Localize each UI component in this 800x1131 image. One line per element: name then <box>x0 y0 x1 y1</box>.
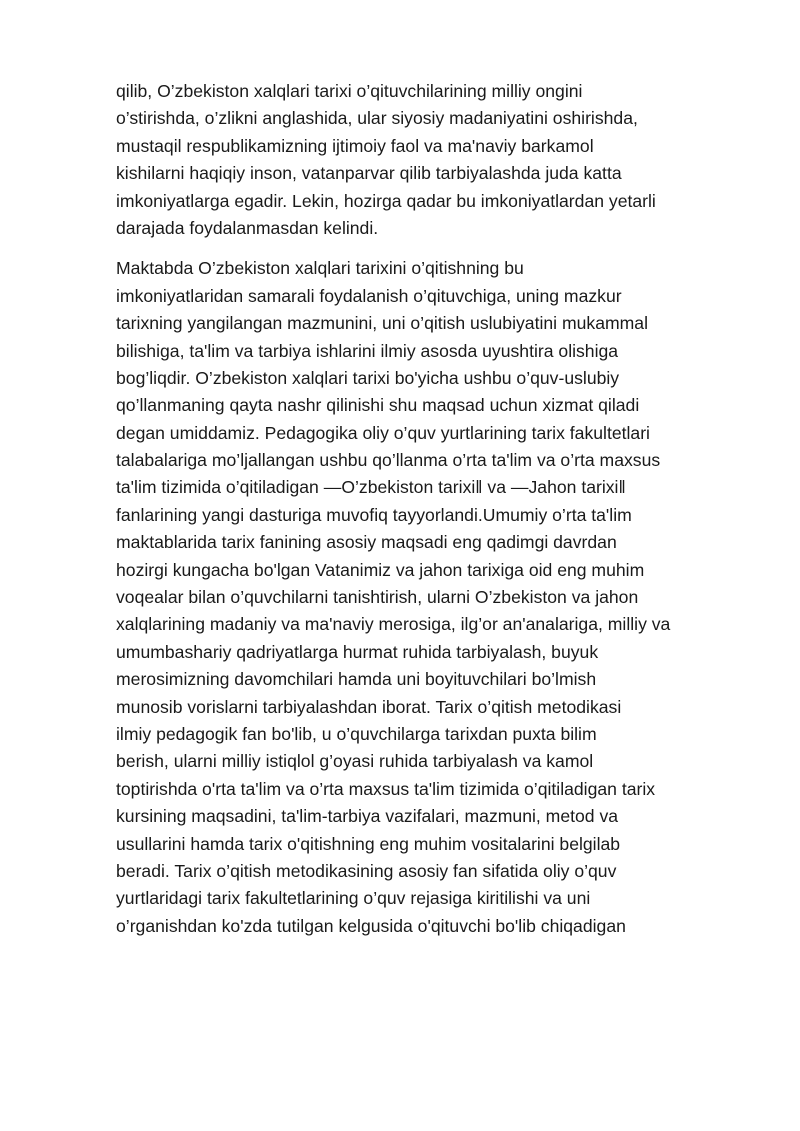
text-line: talabalariga mo’ljallangan ushbu qo’llanma o’rta ta'lim va o’rta maxsus <box>116 450 661 471</box>
text-line: mustaqil respublikamizning ijtimoiy faol va ma'naviy barkamol <box>116 135 594 156</box>
text-line: merosimizning davomchilari hamda uni boyituvchilari bo’lmish <box>116 669 597 690</box>
text-line: tarixning yangilangan mazmunini, uni o’qitish uslubiyatini mukammal <box>116 313 648 334</box>
text-line: ta'lim tizimida o’qitiladigan ―O’zbekiston tarixi‖ va ―Jahon tarixi‖ <box>116 477 626 498</box>
text-line: usullarini hamda tarix o'qitishning eng muhim vositalarini belgilab <box>116 833 621 854</box>
text-line: ilmiy pedagogik fan bo'lib, u o’quvchilarga tarixdan puxta bilim <box>116 723 597 744</box>
text-line: kishilarni haqiqiy inson, vatanparvar qilib tarbiyalashda juda katta <box>116 163 622 184</box>
text-line: degan umiddamiz. Pedagogika oliy o’quv yurtlarining tarix fakultetlari <box>116 422 650 443</box>
text-line: imkoniyatlaridan samarali foydalanish o’qituvchiga, uning mazkur <box>116 285 622 306</box>
text-line: o’rganishdan ko'zda tutilgan kelgusida o'qituvchi bo'lib chiqadigan <box>116 915 626 936</box>
document-body <box>116 78 744 940</box>
text-line: umumbashariy qadriyatlarga hurmat ruhida tarbiyalash, buyuk <box>116 641 599 662</box>
paragraph-spacer <box>116 242 744 255</box>
paragraph-2 <box>116 255 744 940</box>
text-line: fanlarining yangi dasturiga muvofiq tayyorlandi.Umumiy o’rta ta'lim <box>116 504 632 525</box>
text-line: darajada foydalanmasdan kelindi. <box>116 217 379 238</box>
text-line: qo’llanmaning qayta nashr qilinishi shu maqsad uchun xizmat qiladi <box>116 395 640 416</box>
text-line: yurtlaridagi tarix fakultetlarining o’quv rejasiga kiritilishi va uni <box>116 888 591 909</box>
text-line: xalqlarining madaniy va ma'naviy merosiga, ilg’or an'analariga, milliy va <box>116 614 671 635</box>
text-line: voqealar bilan o’quvchilarni tanishtirish, ularni O’zbekiston va jahon <box>116 587 639 608</box>
text-line: qilib, O’zbekiston xalqlari tarixi o’qituvchilarining milliy ongini <box>116 81 583 101</box>
text-line: o’stirishda, o’zlikni anglashida, ular siyosiy madaniyatini oshirishda, <box>116 108 638 129</box>
text-line: imkoniyatlarga egadir. Lekin, hozirga qadar bu imkoniyatlardan yetarli <box>116 190 656 211</box>
text-line: kursining maqsadini, ta'lim-tarbiya vazifalari, mazmuni, metod va <box>116 806 619 827</box>
text-line: bilishiga, ta'lim va tarbiya ishlarini ilmiy asosda uyushtira olishiga <box>116 340 619 361</box>
text-line: bog’liqdir. O’zbekiston xalqlari tarixi bo'yicha ushbu o’quv-uslubiy <box>116 367 620 388</box>
text-line: maktablarida tarix fanining asosiy maqsadi eng qadimgi davrdan <box>116 532 617 553</box>
text-line: beradi. Tarix o’qitish metodikasining asosiy fan sifatida oliy o’quv <box>116 860 617 881</box>
text-line: hozirgi kungacha bo'lgan Vatanimiz va jahon tarixiga oid eng muhim <box>116 559 645 580</box>
text-line: Maktabda O’zbekiston xalqlari tarixini o’qitishning bu <box>116 258 524 279</box>
paragraph-1 <box>116 78 744 242</box>
text-line: toptirishda o'rta ta'lim va o’rta maxsus ta'lim tizimida o’qitiladigan tarix <box>116 778 656 799</box>
text-line: munosib vorislarni tarbiyalashdan iborat. Tarix o’qitish metodikasi <box>116 696 622 717</box>
text-line: berish, ularni milliy istiqlol g’oyasi ruhida tarbiyalash va kamol <box>116 751 594 772</box>
